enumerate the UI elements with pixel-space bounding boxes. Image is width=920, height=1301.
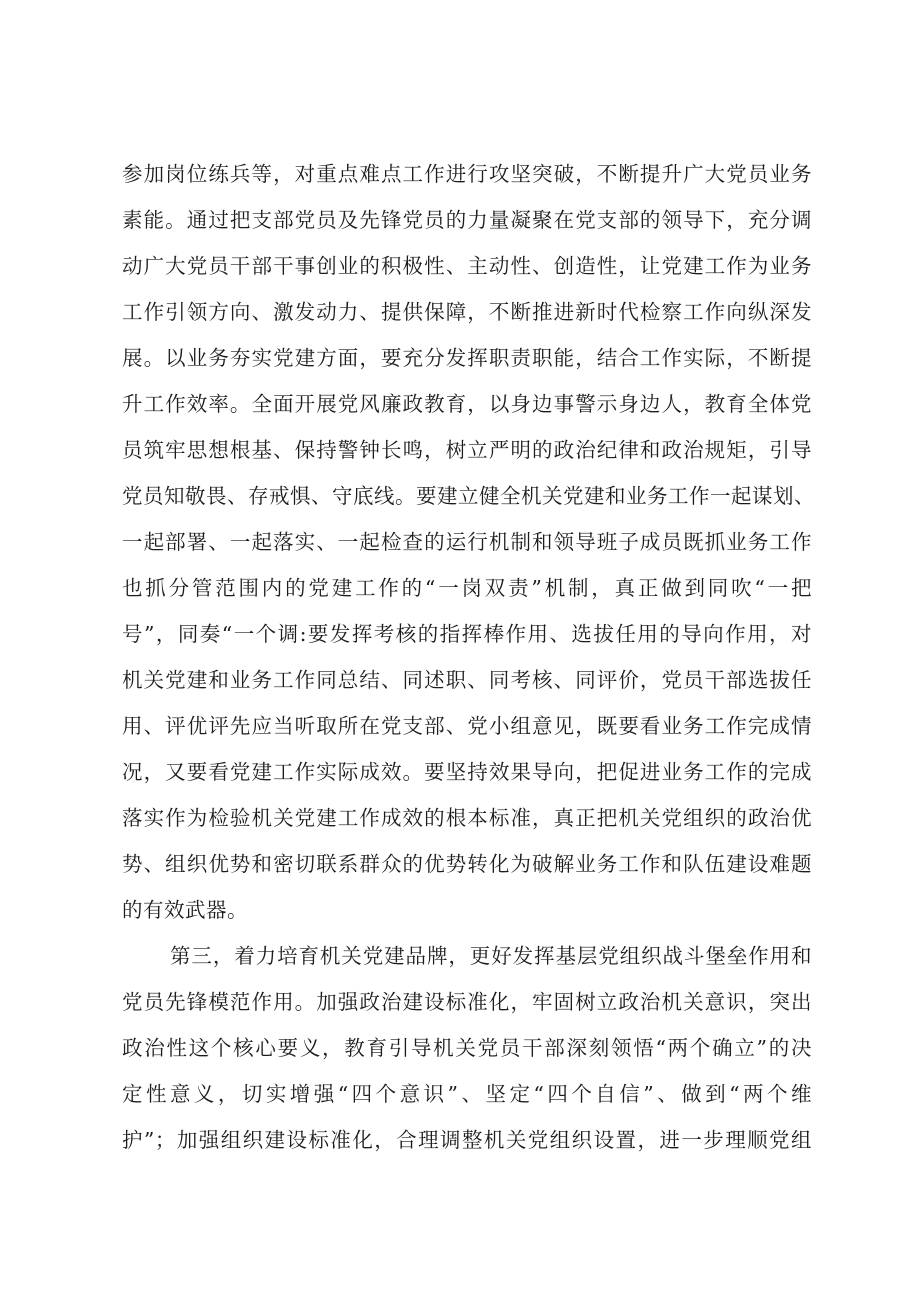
paragraph-first-line: 第三，着力培育机关党建品牌，更好发挥基层党组织战斗堡垒作用和 xyxy=(170,944,812,968)
text-line: 工作引领方向、激发动力、提供保障，不断推进新时代检察工作向纵深发 xyxy=(122,300,812,324)
text-line: 也抓分管范围内的党建工作的“一岗双责”机制，真正做到同吹“一把 xyxy=(122,576,812,600)
text-line: 党员先锋模范作用。加强政治建设标准化，牢固树立政治机关意识，突出 xyxy=(122,990,812,1014)
text-line: 一起部署、一起落实、一起检查的运行机制和领导班子成员既抓业务工作 xyxy=(122,530,812,554)
text-line: 动广大党员干部干事创业的积极性、主动性、创造性，让党建工作为业务 xyxy=(122,254,812,278)
text-line: 护”；加强组织建设标准化，合理调整机关党组织设置，进一步理顺党组 xyxy=(122,1128,812,1152)
text-line: 升工作效率。全面开展党风廉政教育，以身边事警示身边人，教育全体党 xyxy=(122,392,812,416)
text-line: 素能。通过把支部党员及先锋党员的力量凝聚在党支部的领导下，充分调 xyxy=(122,208,812,232)
text-line: 号”，同奏“一个调:要发挥考核的指挥棒作用、选拔任用的导向作用，对 xyxy=(122,622,812,646)
text-line: 员筑牢思想根基、保持警钟长鸣，树立严明的政治纪律和政治规矩，引导 xyxy=(122,438,812,462)
text-line: 政治性这个核心要义，教育引导机关党员干部深刻领悟“两个确立”的决 xyxy=(122,1036,812,1060)
text-line: 机关党建和业务工作同总结、同述职、同考核、同评价，党员干部选拔任 xyxy=(122,668,812,692)
text-line: 参加岗位练兵等，对重点难点工作进行攻坚突破，不断提升广大党员业务 xyxy=(122,162,812,186)
text-line: 落实作为检验机关党建工作成效的根本标准，真正把机关党组织的政治优 xyxy=(122,806,812,830)
text-line: 况，又要看党建工作实际成效。要坚持效果导向，把促进业务工作的完成 xyxy=(122,760,812,784)
text-line: 势、组织优势和密切联系群众的优势转化为破解业务工作和队伍建设难题 xyxy=(122,852,812,876)
text-line: 党员知敬畏、存戒惧、守底线。要建立健全机关党建和业务工作一起谋划、 xyxy=(122,484,815,508)
text-line: 定性意义，切实增强“四个意识”、坚定“四个自信”、做到“两个维 xyxy=(122,1082,812,1106)
text-line: 用、评优评先应当听取所在党支部、党小组意见，既要看业务工作完成情 xyxy=(122,714,812,738)
text-line: 的有效武器。 xyxy=(122,898,248,922)
text-line: 展。以业务夯实党建方面，要充分发挥职责职能，结合工作实际，不断提 xyxy=(122,346,812,370)
